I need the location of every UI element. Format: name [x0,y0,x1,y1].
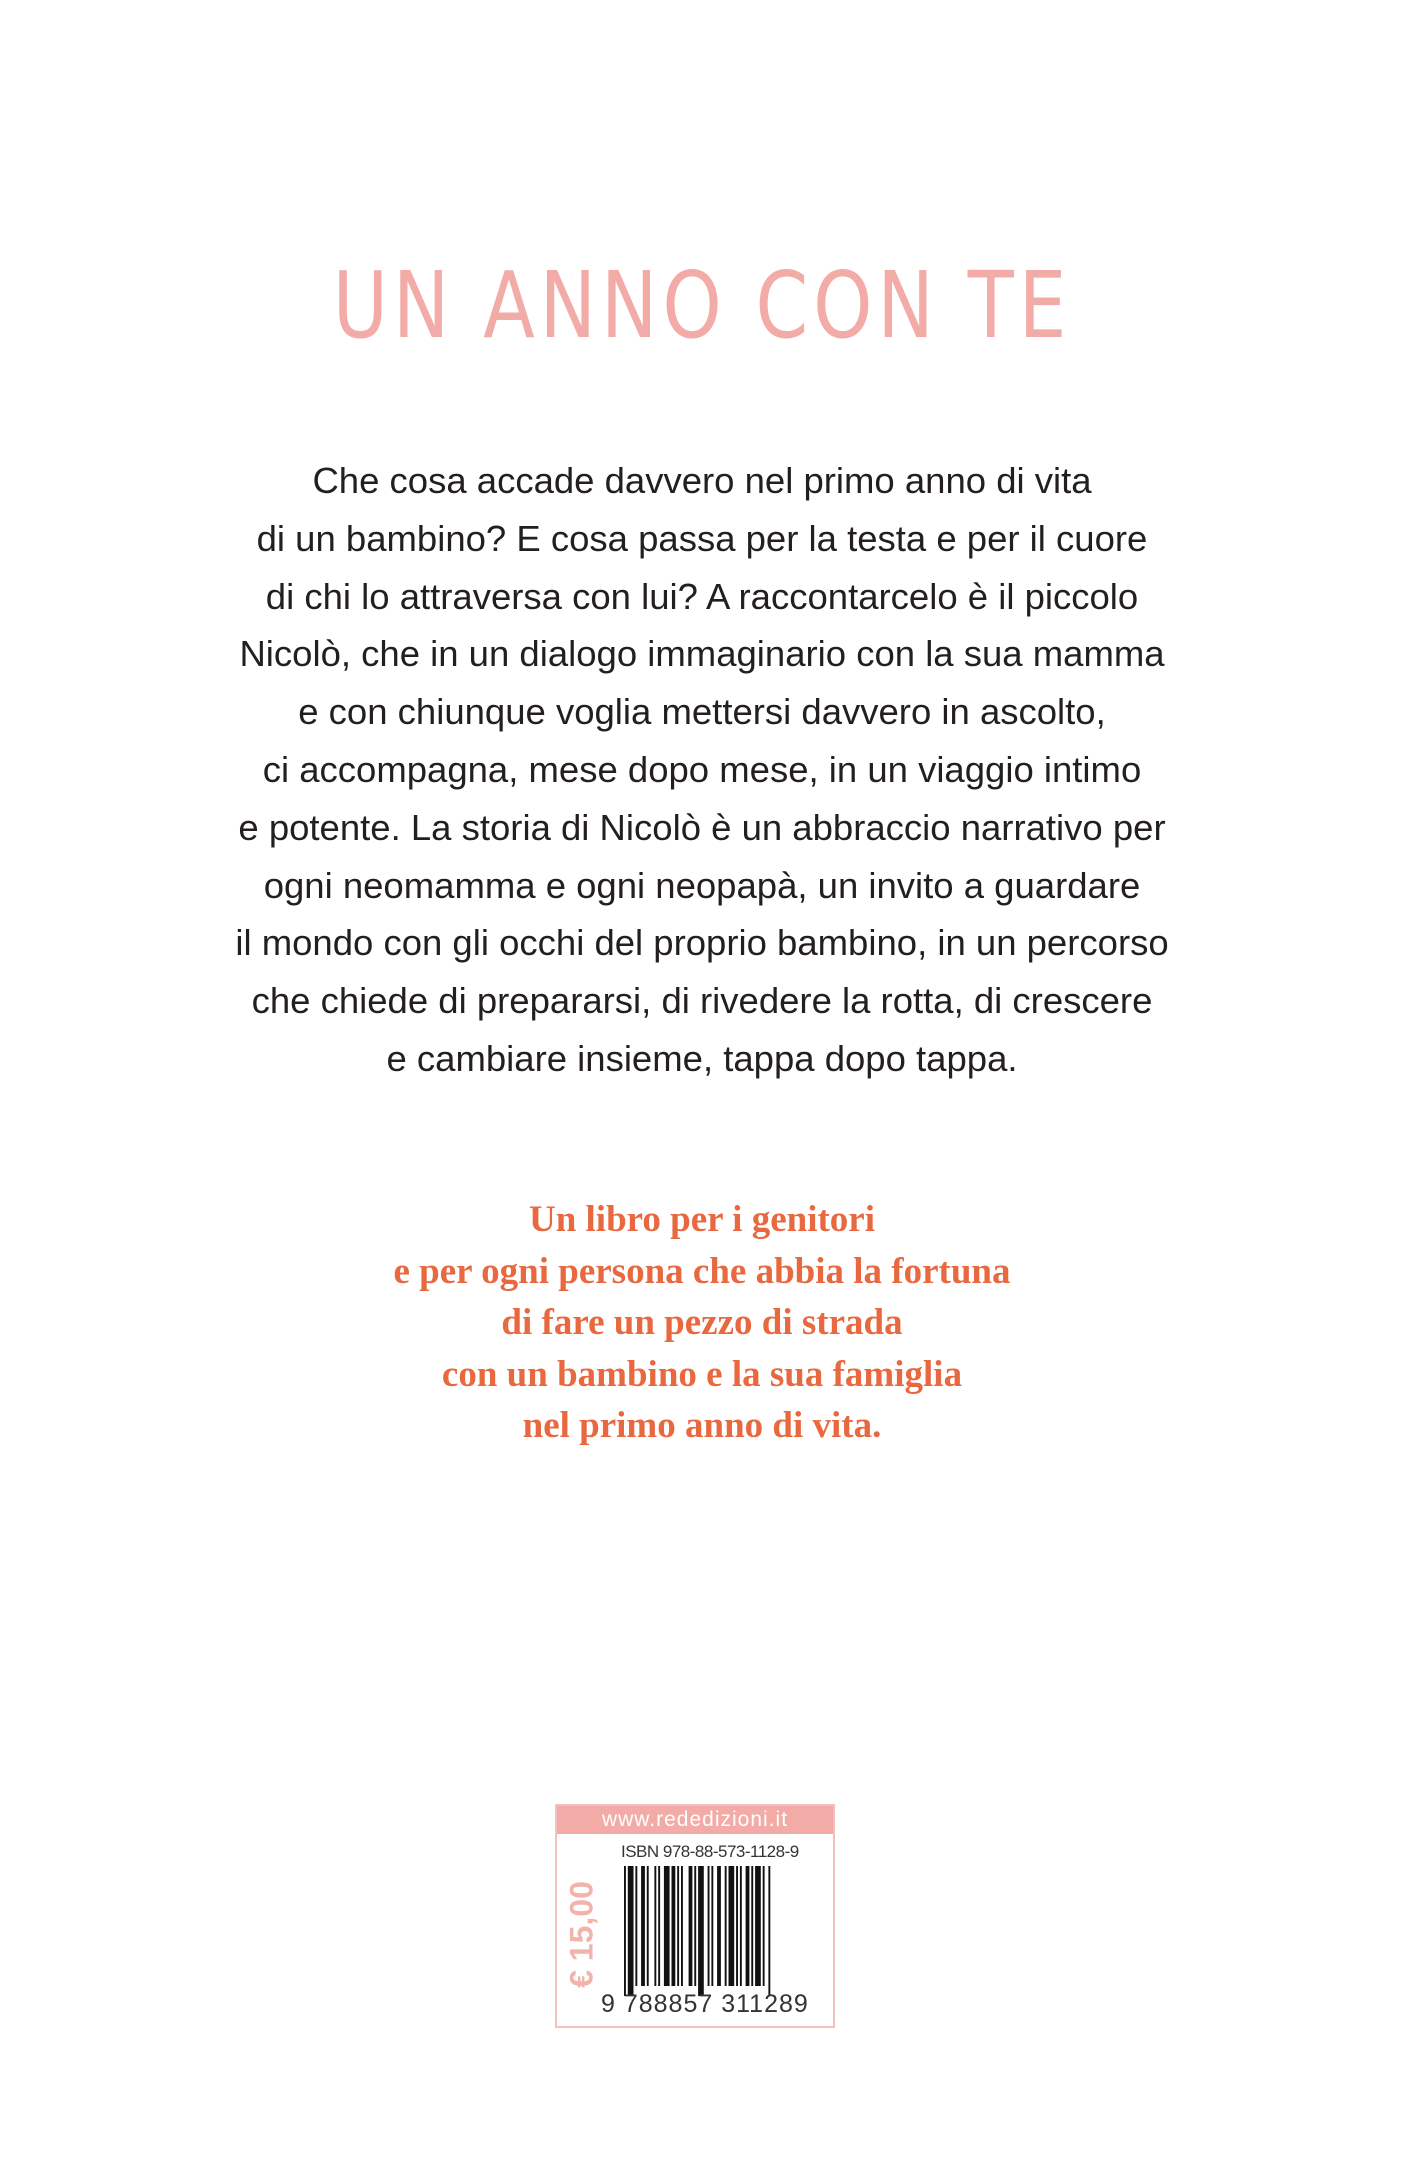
barcode-bar [725,1866,727,1986]
blurb-line: e cambiare insieme, tappa dopo tappa. [386,1037,1018,1079]
barcode-bar [711,1866,713,1986]
barcode-bar [654,1866,656,1986]
barcode-bar [729,1866,735,1986]
barcode-bar [647,1866,649,1986]
barcode-bar [628,1866,634,1996]
barcode-image [624,1866,824,1996]
tagline-line: nel primo anno di vita. [522,1405,882,1446]
blurb-line: di chi lo attraversa con lui? A raccontarcelo è il piccolo [265,575,1139,617]
barcode-bar [624,1866,626,1996]
barcode-bar [746,1866,750,1986]
blurb-line: di un bambino? E cosa passa per la testa e per il cuore [256,517,1148,559]
tagline-line: di fare un pezzo di strada [501,1302,903,1343]
barcode-bar [736,1866,738,1986]
barcode-bar [755,1866,761,1986]
barcode-bar [708,1866,710,1986]
price-label: € 15,00 [563,1881,600,1988]
blurb-line: il mondo con gli occhi del proprio bambino, in un percorso [235,922,1169,964]
book-title: UN ANNO CON TE [332,252,1072,359]
website-label: www.rededizioni.it [557,1806,833,1834]
tagline-line: Un libro per i genitori [528,1199,876,1240]
blurb-line: Nicolò, che in un dialogo immaginario con la sua mamma [239,633,1165,675]
blurb-line: che chiede di prepararsi, di rivedere la rotta, di crescere [251,980,1153,1022]
barcode-bar [681,1866,683,1986]
barcode-digits: 9 788857 311289 [601,1990,809,2018]
barcode-bar [677,1866,679,1986]
barcode-bar [664,1866,670,1986]
blurb [0,452,1404,1088]
barcode-bar [694,1866,696,1986]
barcode-bar [768,1866,770,1996]
blurb-line: e potente. La storia di Nicolò è un abbraccio narrativo per [238,806,1166,848]
blurb-line: e con chiunque voglia mettersi davvero in ascolto, [298,691,1106,733]
barcode-bar [635,1866,637,1986]
barcode-bar [717,1866,721,1986]
barcode-bar [763,1866,765,1986]
barcode-bar [689,1866,693,1986]
tagline-line: con un bambino e la sua famiglia [441,1353,963,1395]
blurb-line: ogni neomamma e ogni neopapà, un invito a guardare [263,864,1141,906]
blurb-line: ci accompagna, mese dopo mese, in un viaggio intimo [262,748,1142,790]
barcode-bar [658,1866,660,1986]
barcode-bar [641,1866,645,1986]
tagline-line: e per ogni persona che abbia la fortuna [393,1250,1011,1292]
barcode-bar [698,1866,704,1996]
isbn-label: ISBN 978-88-573-1128-9 [621,1842,799,1861]
barcode-bar [740,1866,742,1986]
barcode-bar [751,1866,753,1986]
barcode-box [555,1804,835,2028]
barcode-bar [672,1866,676,1986]
tagline [0,1194,1404,1452]
blurb-line: Che cosa accade davvero nel primo anno di vita [312,460,1092,501]
